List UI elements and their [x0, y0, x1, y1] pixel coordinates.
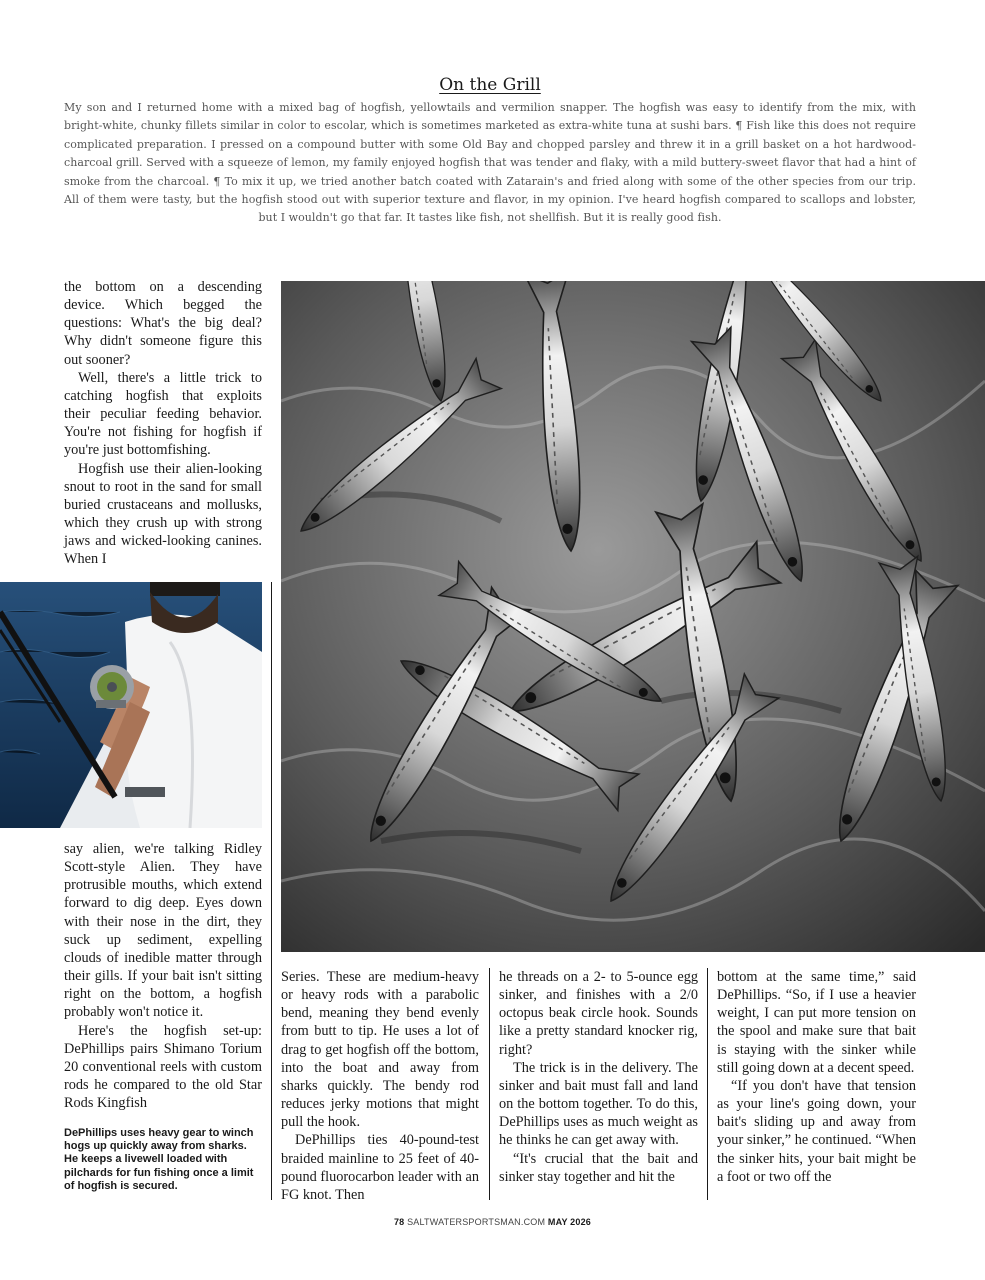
paragraph: Hogfish use their alien-looking snout to root in the sand for small buried crustaceans and mollusks, which they crush up with strong jaws and wicked-looking canines. When I [64, 460, 262, 568]
column-divider [271, 582, 272, 1200]
page-number: 78 [393, 1217, 405, 1227]
article-column-1-bottom [64, 840, 262, 1112]
site-name: SALTWATERSPORTSMAN.COM [407, 1217, 546, 1227]
column-divider [489, 968, 490, 1200]
paragraph: he threads on a 2- to 5-ounce egg sinker, and finishes with a 2/0 octopus beak circle hook. Sounds like a pretty standard knocker rig, right? [499, 969, 698, 1058]
article-column-1-top [64, 278, 262, 569]
article-column-3 [499, 968, 698, 1186]
sidebar-on-the-grill [64, 75, 916, 228]
angler-photo [0, 582, 262, 828]
paragraph: The trick is in the delivery. The sinker and bait must fall and land on the bottom together. To do this, DePhillips uses as much weight as he thinks he can get away with. [499, 1059, 698, 1149]
photo-caption: DePhillips uses heavy gear to winch hogs up quickly away from sharks. He keeps a livewell loaded with pilchards for fun fishing once a limit of hogfish is secured. [64, 1127, 254, 1192]
page-footer [0, 1217, 985, 1227]
paragraph: the bottom on a descending device. Which begged the questions: What's the big deal? Why didn't someone figure this out sooner? [64, 279, 262, 368]
paragraph: “It's crucial that the bait and sinker stay together and hit the [499, 1150, 698, 1185]
column-divider [707, 968, 708, 1200]
issue-date: MAY 2026 [547, 1217, 592, 1227]
paragraph: say alien, we're talking Ridley Scott-style Alien. They have protrusible mouths, which extend forward to dig deep. Eyes down with their nose in the dirt, they suck up sediment, expelling clouds of inedible matter through their gills. If your bait isn't sitting right on the bottom, a hogfish probably won't notice it. [64, 841, 262, 1021]
paragraph: bottom at the same time,” said DePhillips. “So, if I use a heavier weight, I can put more tension on the spool and make sure that bait is staying with the sinker while still going down at a decent speed. [717, 969, 916, 1076]
paragraph: Series. These are medium-heavy or heavy rods with a parabolic bend, meaning they bend evenly from butt to tip. He uses a lot of drag to get hogfish off the bottom, into the boat and away from sharks quickly. The bendy rod reduces jerky motions that might pull the hook. [281, 969, 479, 1131]
article-column-4 [717, 968, 916, 1186]
sidebar-body: My son and I returned home with a mixed bag of hogfish, yellowtails and vermilion snapper. The hogfish was easy to identify from the mix, with bright-white, chunky fillets similar in color to escolar, which is sometimes marketed as extra-white tuna at sushi bars. ¶ Fish like this does not require complicated preparation. I pressed on a compound butter with some Old Bay and chopped parsley and threw it in a grill basket on a hot hardwood-charcoal grill. Served with a squeeze of lemon, my family enjoyed hogfish that was tender and flaky, with a mild buttery-sweet flavor that had a hint of smoke from the charcoal. ¶ To mix it up, we tried another batch coated with Zatarain's and fried along with some of the other species from our trip. All of them were tasty, but the hogfish stood out with superior texture and flavor, in my opinion. I've heard hogfish compared to scallops and lobster, but I wouldn't go that far. It tastes like fish, not shellfish. But it is really good fish. [64, 101, 916, 225]
sidebar-title: On the Grill [439, 75, 541, 95]
paragraph: Here's the hogfish set-up: DePhillips pairs Shimano Torium 20 conventional reels with custom rods he compared to the old Star Rods Kingfish [64, 1022, 262, 1112]
paragraph: DePhillips ties 40-pound-test braided mainline to 25 feet of 40-pound fluorocarbon leader with an FG knot. Then [281, 1132, 479, 1203]
article-column-2 [281, 968, 479, 1204]
paragraph: “If you don't have that tension as your line's going down, your bait's sliding up and away from your sinker,” he continued. “When the sinker hits, your bait might be a foot or two off the [717, 1077, 916, 1185]
pilchards-photo [281, 281, 985, 952]
paragraph: Well, there's a little trick to catching hogfish that exploits their peculiar feeding behavior. You're not fishing for hogfish if you're just bottomfishing. [64, 369, 262, 459]
